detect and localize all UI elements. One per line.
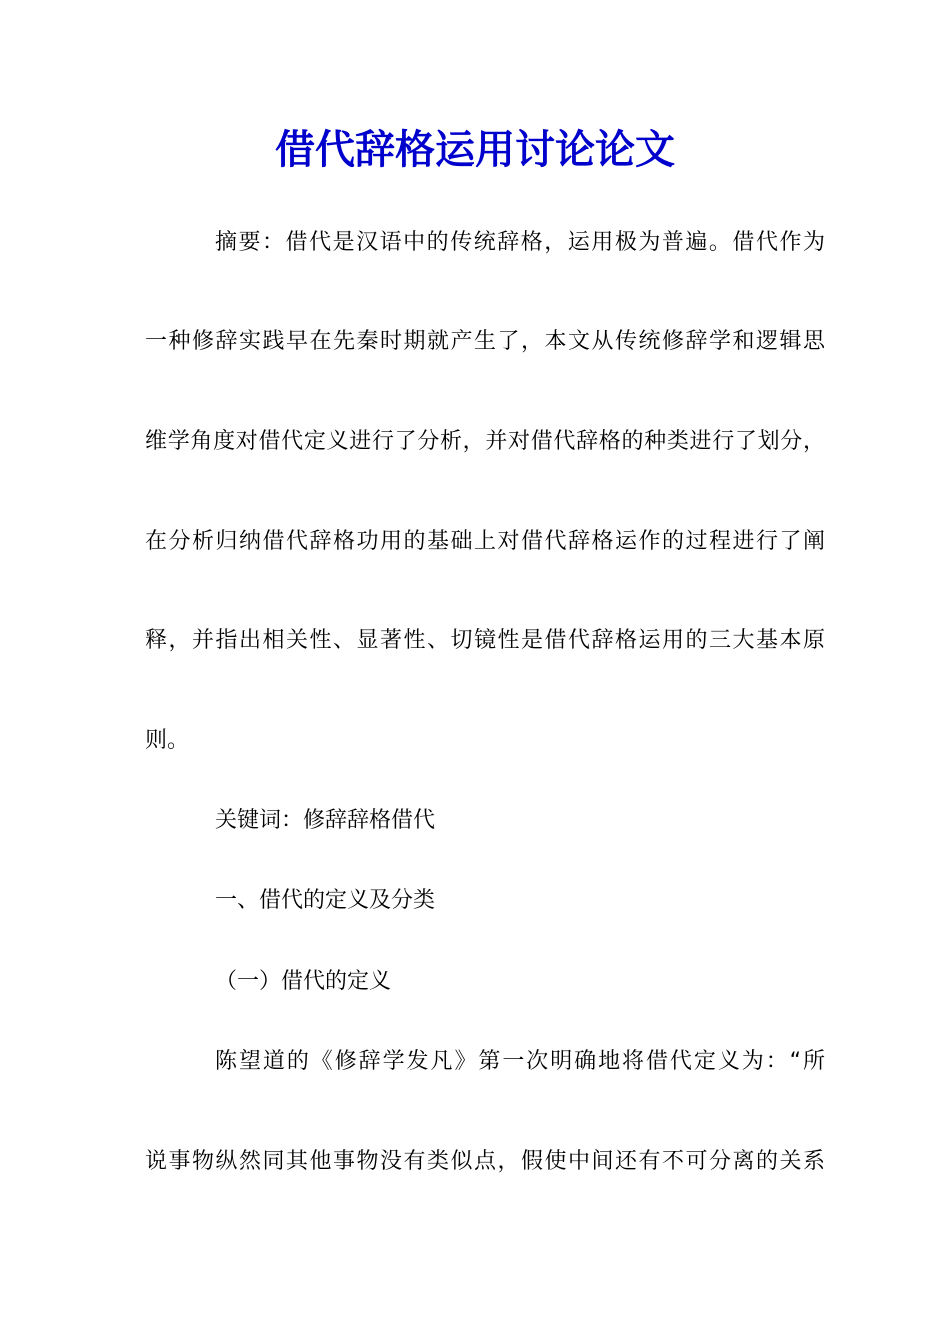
abstract-line-5: 释，并指出相关性、显著性、切镜性是借代辞格运用的三大基本原 bbox=[145, 628, 825, 653]
abstract-line-1: 摘要：借代是汉语中的传统辞格，运用极为普遍。借代作为 bbox=[215, 230, 825, 255]
keywords-line: 关键词：修辞辞格借代 bbox=[215, 808, 436, 833]
abstract-line-6: 则。 bbox=[145, 728, 190, 753]
abstract-line-4: 在分析归纳借代辞格功用的基础上对借代辞格运作的过程进行了阐 bbox=[145, 529, 825, 554]
subsection-heading-1: （一）借代的定义 bbox=[215, 969, 392, 994]
abstract-line-3: 维学角度对借代定义进行了分析，并对借代辞格的种类进行了划分， bbox=[145, 429, 825, 454]
section-heading-1: 一、借代的定义及分类 bbox=[215, 888, 436, 913]
body-line-2: 说事物纵然同其他事物没有类似点，假使中间还有不可分离的关系 bbox=[145, 1149, 825, 1174]
abstract-line-2: 一种修辞实践早在先秦时期就产生了，本文从传统修辞学和逻辑思 bbox=[145, 329, 825, 354]
body-line-1: 陈望道的《修辞学发凡》第一次明确地将借代定义为：“所 bbox=[215, 1049, 825, 1074]
document-title: 借代辞格运用讨论论文 bbox=[275, 126, 675, 173]
